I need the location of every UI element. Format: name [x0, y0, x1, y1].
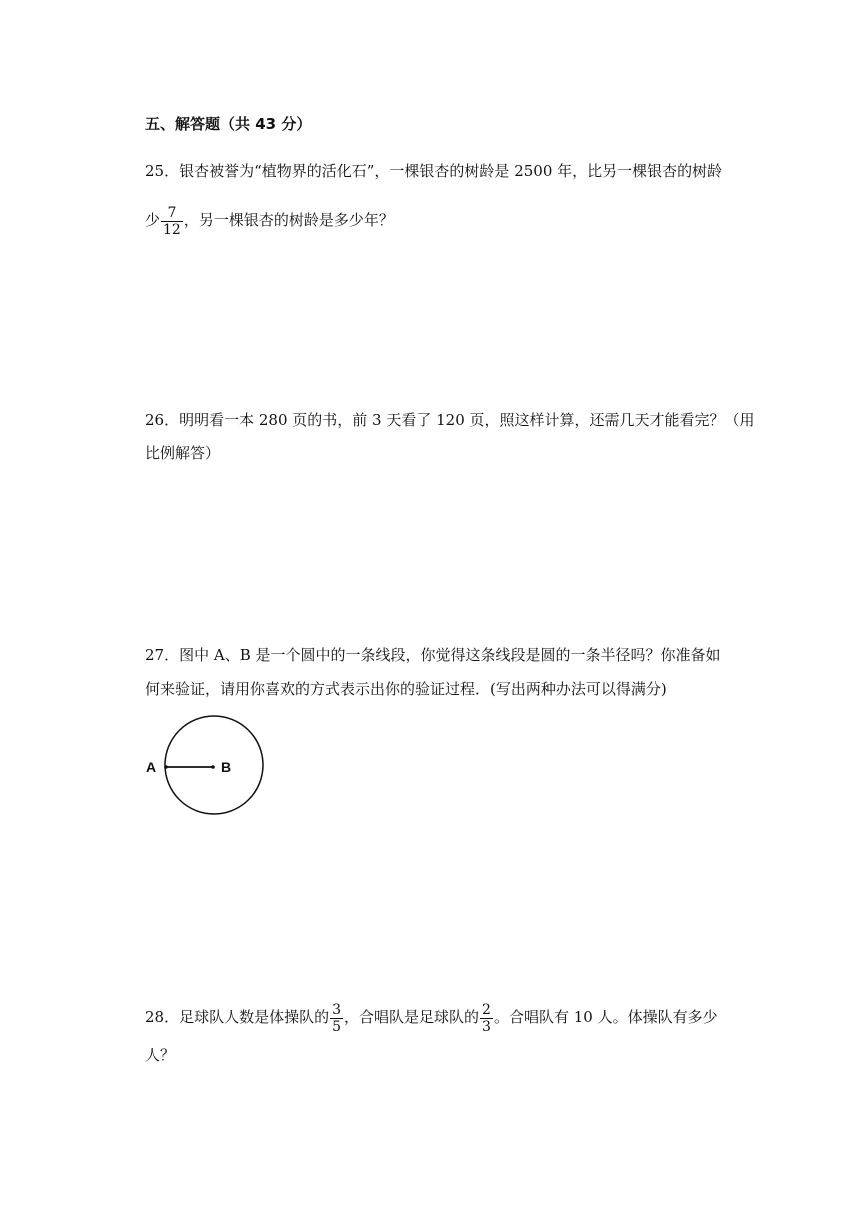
question-text: 明明看一本 280 页的书，前 3 天看了 120 页，照这样计算，还需几天才能看完？（用 — [179, 411, 755, 429]
point-b — [211, 765, 215, 769]
circle — [165, 716, 263, 814]
question-28-line-2 — [145, 1045, 175, 1065]
question-text: ，合唱队是足球队的 — [344, 1008, 480, 1026]
question-text: ，另一棵银杏的树龄是多少年？ — [183, 211, 394, 229]
question-text: 何来验证，请用你喜欢的方式表示出你的验证过程．(写出两种办法可以得满分) — [145, 680, 667, 698]
question-number: 28． — [145, 1008, 180, 1026]
question-26-line-2 — [145, 443, 220, 463]
fraction-denominator: 3 — [482, 1018, 491, 1035]
question-25-line-1 — [145, 161, 722, 181]
point-a — [164, 765, 168, 769]
question-27-line-1 — [145, 645, 721, 665]
fraction-denominator: 12 — [163, 221, 181, 238]
question-25-line-2 — [145, 203, 394, 238]
circle-figure — [140, 710, 280, 825]
question-text: 人？ — [145, 1046, 176, 1064]
question-text: 。合唱队有 10 人。体操队有多少 — [493, 1008, 718, 1026]
label-b: B — [221, 759, 232, 775]
section-title: 五、解答题（共 43 分） — [145, 115, 312, 133]
question-text: 比例解答） — [145, 444, 221, 462]
fraction-denominator: 5 — [332, 1018, 342, 1035]
question-27-line-2 — [145, 679, 667, 699]
question-26-line-1 — [145, 410, 755, 430]
fraction-numerator: 3 — [332, 1001, 342, 1018]
fraction — [330, 1002, 343, 1035]
question-number: 25． — [145, 162, 180, 180]
label-a: A — [146, 759, 157, 775]
question-text: 银杏被誉为“植物界的活化石”，一棵银杏的树龄是 2500 年，比另一棵银杏的树龄 — [179, 162, 723, 180]
question-text: 图中 A、B 是一个圆中的一条线段，你觉得这条线段是圆的一条半径吗？你准备如 — [179, 646, 721, 664]
fraction — [480, 1002, 493, 1035]
question-number: 27． — [145, 646, 180, 664]
question-number: 26． — [145, 411, 180, 429]
fraction-numerator: 2 — [482, 1001, 491, 1018]
fraction-numerator: 7 — [161, 205, 183, 222]
fraction — [161, 205, 183, 238]
question-text: 少 — [145, 211, 161, 229]
question-28-line-1 — [145, 1000, 718, 1035]
question-text: 足球队人数是体操队的 — [179, 1008, 330, 1026]
